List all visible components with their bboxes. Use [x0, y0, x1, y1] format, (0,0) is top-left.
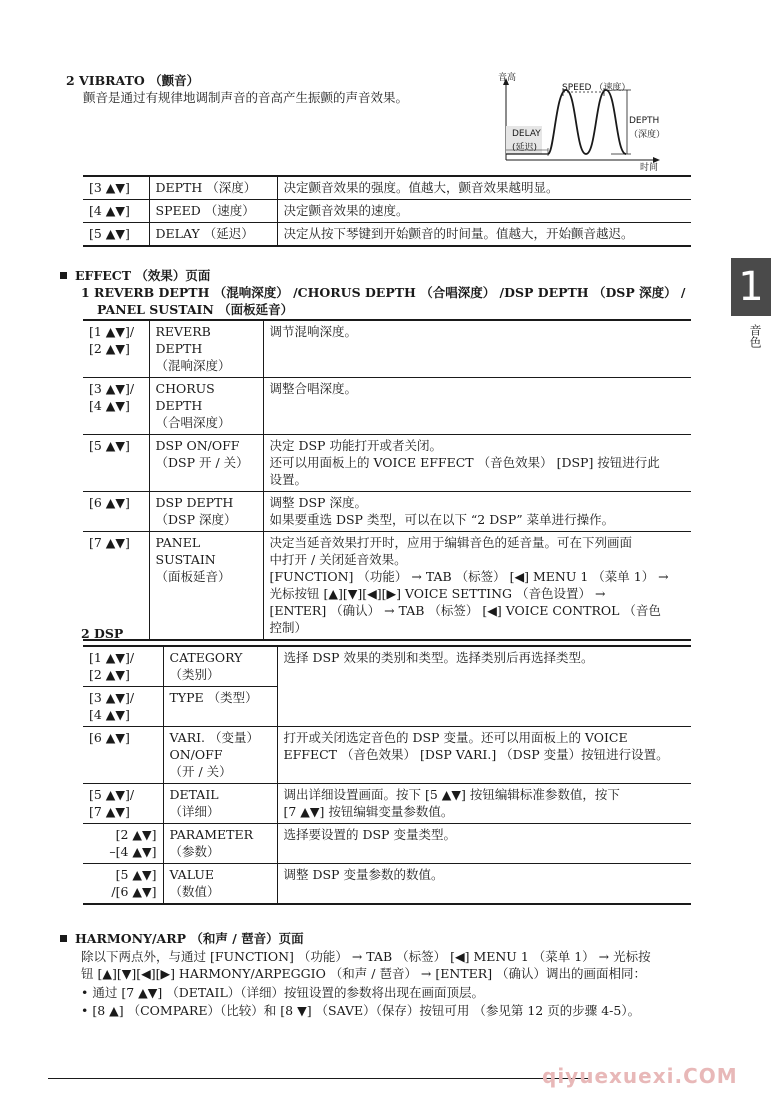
table-row — [83, 727, 691, 784]
param-desc: 调整 DSP 深度。 如果要重选 DSP 类型，可以在以下 “2 DSP” 菜单进行操作。 — [263, 492, 691, 532]
diagram-y-label: 音高 — [498, 73, 517, 83]
diagram-delay-label: DELAY — [512, 129, 541, 139]
param-name: SPEED （速度） — [149, 200, 277, 223]
button-key: [7 ▲▼] — [89, 535, 130, 550]
harmony-line-2: 钮 [▲][▼][◀][▶] HARMONY/ARPEGGIO （和声 / 琶音） → [ENTER] （确认）调出的画面相同： — [81, 966, 647, 981]
table-row — [83, 532, 691, 641]
button-key: [6 ▲▼] — [89, 495, 130, 510]
table-row — [83, 378, 691, 435]
footer-rule — [48, 1078, 588, 1079]
button-key: [3 ▲▼]/ [4 ▲▼] — [89, 381, 135, 413]
button-key: [5 ▲▼] /[6 ▲▼] — [111, 867, 157, 899]
button-key: [3 ▲▼] — [89, 180, 130, 195]
button-key: [1 ▲▼]/ [2 ▲▼] — [89, 324, 135, 356]
button-key: [6 ▲▼] — [89, 730, 130, 745]
effect-table — [83, 319, 691, 641]
effect-heading: EFFECT （效果）页面 — [60, 266, 210, 284]
diagram-depth-cn-label: （深度） — [629, 130, 666, 140]
param-desc: 调整合唱深度。 — [263, 378, 691, 435]
param-name: VARI. （变量） ON/OFF （开 / 关） — [163, 727, 277, 784]
param-name: PARAMETER （参数） — [163, 824, 277, 864]
vibrato-table — [83, 175, 691, 247]
param-desc: 决定颤音效果的强度。值越大，颤音效果越明显。 — [277, 176, 691, 200]
diagram-delay-cn-label: (延迟) — [512, 143, 538, 153]
button-key: [2 ▲▼] –[4 ▲▼] — [109, 827, 157, 859]
button-key: [5 ▲▼]/ [7 ▲▼] — [89, 787, 135, 819]
param-name: REVERB DEPTH （混响深度） — [149, 320, 263, 378]
effect-subheading-1: 1 REVERB DEPTH （混响深度） /CHORUS DEPTH （合唱深度） /DSP DEPTH （DSP 深度） / — [81, 285, 686, 300]
param-desc: 调节混响深度。 — [263, 320, 691, 378]
param-desc: 决定 DSP 功能打开或者关闭。 还可以用面板上的 VOICE EFFECT （音色效果） [DSP] 按钮进行此 设置。 — [263, 435, 691, 492]
vibrato-heading: 2 VIBRATO （颤音） — [66, 73, 200, 88]
param-desc: 决定从按下琴键到开始颤音的时间量。值越大，开始颤音越迟。 — [277, 223, 691, 247]
table-row — [83, 864, 691, 905]
param-desc: 调出详细设置画面。按下 [5 ▲▼] 按钮编辑标准参数值，按下 [7 ▲▼] 按钮编辑变量参数值。 — [277, 784, 691, 824]
harmony-bullet-1: • 通过 [7 ▲▼] （DETAIL）（详细）按钮设置的参数将出现在画面顶层。 — [81, 985, 485, 1000]
param-desc: 决定颤音效果的速度。 — [277, 200, 691, 223]
param-name: VALUE （数值） — [163, 864, 277, 905]
param-name: DSP DEPTH （DSP 深度） — [149, 492, 263, 532]
diagram-x-label: 时间 — [640, 163, 659, 173]
button-key: [3 ▲▼]/ [4 ▲▼] — [89, 690, 135, 722]
watermark: qiyuexuexi.COM — [542, 1064, 738, 1088]
table-row — [83, 223, 691, 247]
button-key: [5 ▲▼] — [89, 226, 130, 241]
table-row — [83, 646, 691, 687]
vibrato-description: 颤音是通过有规律地调制声音的音高产生振颤的声音效果。 — [83, 90, 409, 105]
button-key: [4 ▲▼] — [89, 203, 130, 218]
param-name: DETAIL （详细） — [163, 784, 277, 824]
param-name: DEPTH （深度） — [149, 176, 277, 200]
param-name: CATEGORY （类别） — [163, 646, 277, 687]
param-desc: 调整 DSP 变量参数的数值。 — [277, 864, 691, 905]
chapter-tab: 1 — [731, 258, 771, 316]
dsp-table — [83, 645, 691, 905]
table-row — [83, 784, 691, 824]
dsp-heading: 2 DSP — [81, 626, 124, 641]
harmony-line-1: 除以下两点外，与通过 [FUNCTION] （功能） → TAB （标签） [◀] MENU 1 （菜单 1） → 光标按 — [81, 949, 651, 964]
param-name: DELAY （延迟） — [149, 223, 277, 247]
harmony-bullet-2: • [8 ▲] （COMPARE）（比较）和 [8 ▼] （SAVE）（保存）按钮可用 （参见第 12 页的步骤 4-5）。 — [81, 1003, 641, 1018]
param-desc: 打开或关闭选定音色的 DSP 变量。还可以用面板上的 VOICE EFFECT （音色效果） [DSP VARI.] （DSP 变量）按钮进行设置。 — [277, 727, 691, 784]
diagram-speed-label: SPEED （速度） — [562, 83, 631, 93]
table-row — [83, 435, 691, 492]
table-row — [83, 492, 691, 532]
table-row — [83, 824, 691, 864]
table-row — [83, 320, 691, 378]
button-key: [1 ▲▼]/ [2 ▲▼] — [89, 650, 135, 682]
chapter-label: 音色 — [748, 324, 762, 348]
table-row — [83, 200, 691, 223]
param-name: PANEL SUSTAIN （面板延音） — [149, 532, 263, 641]
harmony-heading: HARMONY/ARP （和声 / 琶音）页面 — [60, 929, 304, 947]
param-desc: 选择要设置的 DSP 变量类型。 — [277, 824, 691, 864]
effect-subheading-2: PANEL SUSTAIN （面板延音） — [97, 302, 294, 317]
table-row — [83, 176, 691, 200]
diagram-depth-label: DEPTH — [629, 116, 660, 126]
param-desc: 选择 DSP 效果的类别和类型。选择类别后再选择类型。 — [277, 646, 691, 727]
param-name: TYPE （类型） — [163, 687, 277, 727]
param-name: CHORUS DEPTH （合唱深度） — [149, 378, 263, 435]
param-name: DSP ON/OFF （DSP 开 / 关） — [149, 435, 263, 492]
button-key: [5 ▲▼] — [89, 438, 130, 453]
param-desc: 决定当延音效果打开时，应用于编辑音色的延音量。可在下列画面 中打开 / 关闭延音效果。 [FUNCTION] （功能） → TAB （标签） [◀] MENU 1 （菜单 1） → 光标按钮 [▲][▼][◀][▶] VOICE SETTING （音色设置） → [ENTER] （确认） → TAB （标签） [◀] VOICE CONTROL （音色 控制） — [263, 532, 691, 641]
